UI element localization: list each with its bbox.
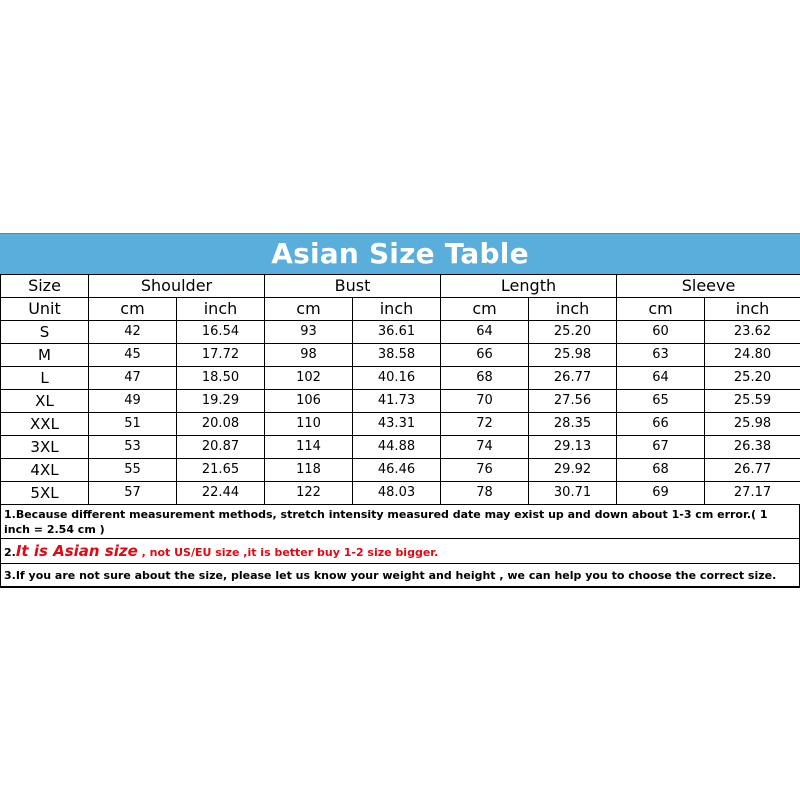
measurement-cell: 25.98 xyxy=(529,344,617,367)
size-label: 5XL xyxy=(1,482,89,505)
measurement-cell: 65 xyxy=(617,390,705,413)
measurement-cell: 27.56 xyxy=(529,390,617,413)
measurement-cell: 68 xyxy=(617,459,705,482)
measurement-cell: 114 xyxy=(265,436,353,459)
measurement-cell: 74 xyxy=(441,436,529,459)
size-label: XXL xyxy=(1,413,89,436)
measurement-cell: 68 xyxy=(441,367,529,390)
table-row xyxy=(1,344,800,367)
table-title: Asian Size Table xyxy=(0,233,800,274)
unit-row xyxy=(1,298,800,321)
measurement-cell: 57 xyxy=(89,482,177,505)
table-row xyxy=(1,482,800,505)
measurement-cell: 23.62 xyxy=(705,321,800,344)
measurement-cell: 122 xyxy=(265,482,353,505)
measurement-cell: 44.88 xyxy=(353,436,441,459)
measurement-cell: 98 xyxy=(265,344,353,367)
measurement-cell: 45 xyxy=(89,344,177,367)
measurement-cell: 26.77 xyxy=(529,367,617,390)
size-label: M xyxy=(1,344,89,367)
unit-cell: inch xyxy=(529,298,617,321)
measurement-cell: 118 xyxy=(265,459,353,482)
measurement-cell: 38.58 xyxy=(353,344,441,367)
size-label: 3XL xyxy=(1,436,89,459)
measurement-cell: 22.44 xyxy=(177,482,265,505)
measurement-cell: 26.38 xyxy=(705,436,800,459)
bust-header: Bust xyxy=(265,275,441,298)
header-row xyxy=(1,275,800,298)
note-measurement-error: 1.Because different measurement methods, stretch intensity measured date may exist up and down about 1-3 cm error.( 1 inch = 2.54 cm ) xyxy=(0,505,800,539)
measurement-cell: 24.80 xyxy=(705,344,800,367)
measurement-cell: 55 xyxy=(89,459,177,482)
unit-label: Unit xyxy=(1,298,89,321)
unit-cell: cm xyxy=(89,298,177,321)
measurement-cell: 69 xyxy=(617,482,705,505)
measurement-cell: 93 xyxy=(265,321,353,344)
measurement-cell: 43.31 xyxy=(353,413,441,436)
measurement-cell: 25.20 xyxy=(529,321,617,344)
measurement-cell: 40.16 xyxy=(353,367,441,390)
measurement-cell: 36.61 xyxy=(353,321,441,344)
unit-cell: cm xyxy=(265,298,353,321)
measurement-cell: 25.20 xyxy=(705,367,800,390)
note2-prefix: 2. xyxy=(4,546,16,559)
measurement-cell: 20.87 xyxy=(177,436,265,459)
unit-cell: inch xyxy=(353,298,441,321)
table-row xyxy=(1,413,800,436)
measurement-cell: 30.71 xyxy=(529,482,617,505)
measurement-cell: 67 xyxy=(617,436,705,459)
measurement-cell: 110 xyxy=(265,413,353,436)
measurement-cell: 70 xyxy=(441,390,529,413)
measurement-cell: 78 xyxy=(441,482,529,505)
measurement-cell: 27.17 xyxy=(705,482,800,505)
unit-cell: inch xyxy=(705,298,800,321)
measurement-cell: 28.35 xyxy=(529,413,617,436)
size-label: 4XL xyxy=(1,459,89,482)
size-table xyxy=(0,274,800,505)
table-row xyxy=(1,459,800,482)
table-row xyxy=(1,367,800,390)
size-header: Size xyxy=(1,275,89,298)
measurement-cell: 49 xyxy=(89,390,177,413)
note2-emphasis: It is Asian size xyxy=(15,542,138,560)
measurement-cell: 60 xyxy=(617,321,705,344)
measurement-cell: 102 xyxy=(265,367,353,390)
measurement-cell: 46.46 xyxy=(353,459,441,482)
notes-section xyxy=(0,505,800,588)
table-row xyxy=(1,436,800,459)
measurement-cell: 18.50 xyxy=(177,367,265,390)
measurement-cell: 76 xyxy=(441,459,529,482)
table-row xyxy=(1,321,800,344)
unit-cell: cm xyxy=(617,298,705,321)
measurement-cell: 63 xyxy=(617,344,705,367)
shoulder-header: Shoulder xyxy=(89,275,265,298)
measurement-cell: 51 xyxy=(89,413,177,436)
size-chart xyxy=(0,233,800,588)
measurement-cell: 21.65 xyxy=(177,459,265,482)
note-asian-size xyxy=(0,539,800,564)
measurement-cell: 66 xyxy=(617,413,705,436)
table-row xyxy=(1,390,800,413)
sleeve-header: Sleeve xyxy=(617,275,800,298)
measurement-cell: 53 xyxy=(89,436,177,459)
measurement-cell: 42 xyxy=(89,321,177,344)
measurement-cell: 66 xyxy=(441,344,529,367)
measurement-cell: 64 xyxy=(617,367,705,390)
measurement-cell: 29.92 xyxy=(529,459,617,482)
measurement-cell: 16.54 xyxy=(177,321,265,344)
measurement-cell: 26.77 xyxy=(705,459,800,482)
note-contact: 3.If you are not sure about the size, please let us know your weight and height , we can help you to choose the correct size. xyxy=(0,564,800,587)
measurement-cell: 47 xyxy=(89,367,177,390)
note2-rest: , not US/EU size ,it is better buy 1-2 size bigger. xyxy=(137,546,439,559)
length-header: Length xyxy=(441,275,617,298)
size-label: XL xyxy=(1,390,89,413)
unit-cell: cm xyxy=(441,298,529,321)
measurement-cell: 25.98 xyxy=(705,413,800,436)
measurement-cell: 64 xyxy=(441,321,529,344)
measurement-cell: 17.72 xyxy=(177,344,265,367)
measurement-cell: 48.03 xyxy=(353,482,441,505)
measurement-cell: 29.13 xyxy=(529,436,617,459)
measurement-cell: 41.73 xyxy=(353,390,441,413)
measurement-cell: 19.29 xyxy=(177,390,265,413)
measurement-cell: 106 xyxy=(265,390,353,413)
unit-cell: inch xyxy=(177,298,265,321)
size-label: S xyxy=(1,321,89,344)
measurement-cell: 72 xyxy=(441,413,529,436)
measurement-cell: 25.59 xyxy=(705,390,800,413)
size-label: L xyxy=(1,367,89,390)
measurement-cell: 20.08 xyxy=(177,413,265,436)
